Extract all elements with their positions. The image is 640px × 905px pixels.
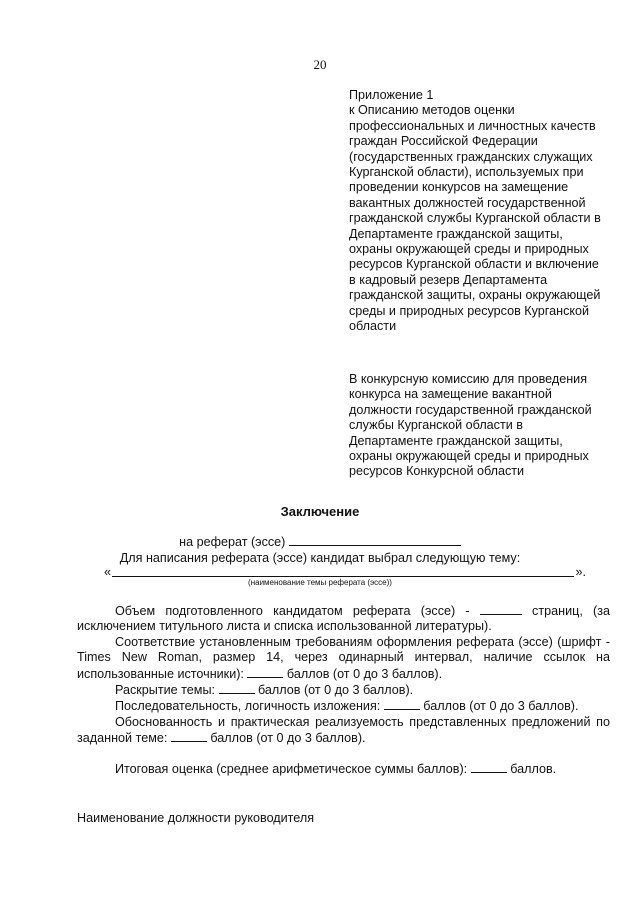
formatting-paragraph — [77, 635, 610, 682]
logic-score-blank[interactable] — [384, 698, 420, 710]
feasibility-paragraph — [77, 715, 610, 747]
feasibility-text-end: баллов (от 0 до 3 баллов). — [210, 731, 366, 746]
appendix-line: проведении конкурсов на замещение — [349, 180, 569, 195]
addressee-block — [349, 372, 617, 480]
addressee-line: должности государственной гражданской — [349, 402, 592, 417]
final-score-text: Итоговая оценка (среднее арифметическое суммы баллов): — [115, 761, 468, 776]
open-quote: « — [104, 565, 112, 579]
appendix-line: профессиональных и личностных качеств — [349, 118, 596, 133]
appendix-line: к Описанию методов оценки — [349, 103, 515, 118]
assessment-body — [77, 603, 610, 777]
appendix-line: в кадровый резерв Департамента — [349, 272, 548, 287]
logic-text: Последовательность, логичность изложения: — [115, 699, 381, 714]
logic-text-end: баллов (от 0 до 3 баллов). — [423, 699, 579, 714]
appendix-line: гражданской защиты, охраны окружающей — [349, 288, 601, 303]
formatting-score-blank[interactable] — [247, 666, 283, 678]
appendix-line: охраны окружающей среды и природных — [349, 242, 589, 257]
appendix-line: (государственных гражданских служащих — [349, 149, 593, 164]
addressee-line: В конкурсную комиссию для проведения — [349, 372, 588, 386]
addressee-line: Департаменте гражданской защиты, — [349, 433, 563, 448]
appendix-line: Департаменте гражданской защиты, — [349, 226, 563, 241]
volume-paragraph — [77, 603, 610, 635]
addressee-line: службы Курганской области в — [349, 418, 523, 433]
appendix-line: граждан Российской Федерации — [349, 134, 538, 149]
appendix-line: гражданской службы Курганской области в — [349, 211, 601, 226]
formatting-text: Соответствие установленным требованиям оформления реферата (эссе) (шрифт - Times New Roman, размер 14, через одинарный интервал, наличие ссылок на использованные источники): — [77, 634, 610, 681]
addressee-line: охраны окружающей среды и природных — [349, 449, 589, 464]
manager-position-label: Наименование должности руководителя — [77, 811, 315, 825]
topic-coverage-score-blank[interactable] — [219, 682, 255, 694]
final-score-paragraph — [77, 761, 610, 777]
topic-caption: (наименование темы реферата (эссе)) — [248, 578, 392, 587]
volume-text: Объем подготовленного кандидатом реферата (эссе) - — [115, 604, 470, 618]
addressee-line: конкурса на замещение вакантной — [349, 387, 552, 402]
topic-intro: Для написания реферата (эссе) кандидат выбрал следующую тему: — [119, 551, 521, 565]
appendix-line: вакантных должностей государственной — [349, 195, 586, 210]
feasibility-text: Обоснованность и практическая реализуемость представленных предложений по заданной теме: — [77, 714, 610, 746]
topic-coverage-paragraph — [77, 682, 610, 698]
appendix-line: Приложение 1 — [349, 88, 434, 102]
appendix-line: ресурсов Курганской области и включение — [349, 257, 599, 272]
volume-text-end: страниц, (за исключением титульного листа и списка использованной литературы). — [77, 604, 611, 634]
document-title: Заключение — [280, 504, 360, 519]
final-score-text-end: баллов. — [510, 761, 557, 776]
appendix-line: среды и природных ресурсов Курганской — [349, 303, 590, 318]
topic-blank-line — [112, 576, 574, 577]
topic-coverage-text-end: баллов (от 0 до 3 баллов). — [258, 683, 414, 698]
appendix-line: Курганской области), используемых при — [349, 165, 584, 180]
close-quote: ». — [575, 565, 586, 579]
logic-paragraph — [77, 698, 610, 714]
topic-coverage-text: Раскрытие темы: — [115, 683, 215, 698]
volume-blank[interactable] — [480, 603, 522, 615]
addressee-line: ресурсов Конкурсной области — [349, 464, 525, 479]
subtitle-row — [0, 534, 640, 549]
appendix-header — [349, 88, 617, 335]
subtitle-text: на реферат (эссе) — [179, 535, 286, 549]
appendix-line: области — [349, 319, 397, 334]
final-score-blank[interactable] — [471, 761, 507, 773]
essay-name-blank[interactable] — [289, 534, 461, 546]
page-number: 20 — [313, 57, 327, 72]
feasibility-score-blank[interactable] — [171, 730, 207, 742]
formatting-text-end: баллов (от 0 до 3 баллов). — [286, 666, 443, 681]
